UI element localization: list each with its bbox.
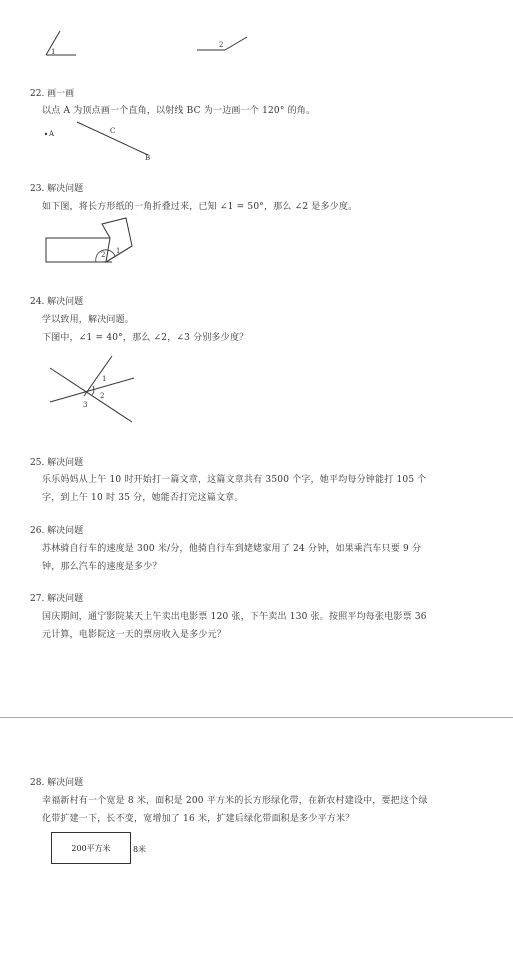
- q28-area-label: 200平方米: [71, 843, 111, 853]
- q25-line-1: 乐乐妈妈从上午 10 时开始打一篇文章，这篇文章共有 3500 个字，她平均每分钟能打 105 个: [42, 475, 427, 485]
- q27-line-1: 国庆期间，通宁影院某天上午卖出电影票 120 张，下午卖出 130 张。按照平均每张电影票 36: [42, 612, 427, 622]
- q23-text: 如下图，将长方形纸的一角折叠过来，已知 ∠1 = 50°，那么 ∠2 是多少度。: [42, 202, 358, 212]
- q24-line-2: 下图中，∠1 = 40°，那么 ∠2，∠3 分别多少度？: [42, 333, 249, 343]
- q24-angle-3-label: 3: [83, 401, 88, 409]
- top-angle-2-figure: [195, 35, 250, 55]
- q22-point-a: A: [49, 130, 55, 138]
- q22-point-b: B: [145, 154, 151, 162]
- q25-line-2: 字，到上午 10 时 35 分，她能否打完这篇文章。: [42, 493, 244, 503]
- q28-heading: 28. 解决问题: [30, 778, 84, 788]
- q24-intersecting-lines-figure: [48, 356, 138, 424]
- q24-heading: 24. 解决问题: [30, 297, 84, 307]
- q27-heading: 27. 解决问题: [30, 594, 84, 604]
- q22-figure: [40, 118, 160, 163]
- q28-rectangle-figure: [51, 832, 131, 864]
- top-angle-1-figure: [40, 28, 80, 58]
- q22-heading: 22. 画一画: [30, 89, 75, 99]
- q27-line-2: 元计算，电影院这一天的票房收入是多少元？: [42, 630, 227, 640]
- top-angle-1-label: 1: [51, 48, 56, 56]
- q28-line-1: 幸福新村有一个宽是 8 米，面积是 200 平方米的长方形绿化带，在新农村建设中，要把这个绿: [42, 796, 428, 806]
- top-angle-2-label: 2: [219, 41, 224, 49]
- q26-line-1: 苏林骑自行车的速度是 300 米/分，他骑自行车到姥姥家用了 24 分钟，如果乘汽车只要 9 分: [42, 544, 422, 554]
- q23-angle-2-label: 2: [101, 251, 106, 259]
- q24-angle-2-label: 2: [100, 392, 105, 400]
- q25-heading: 25. 解决问题: [30, 458, 84, 468]
- q28-width-label: 8米: [133, 845, 147, 854]
- q24-angle-1-label: 1: [102, 375, 107, 383]
- q23-angle-1-label: 1: [116, 247, 121, 255]
- page-divider: [0, 717, 513, 718]
- q22-point-c: C: [110, 127, 116, 135]
- q22-text: 以点 A 为顶点画一个直角，以射线 BC 为一边画一个 120° 的角。: [42, 106, 316, 116]
- q26-line-2: 钟，那么汽车的速度是多少？: [42, 562, 162, 572]
- q23-heading: 23. 解决问题: [30, 184, 84, 194]
- q24-line-1: 学以致用，解决问题。: [42, 315, 135, 325]
- q23-folded-rectangle-figure: [44, 216, 134, 266]
- q28-line-2: 化带扩建一下，长不变，宽增加了 16 米，扩建后绿化带面积是多少平方米？: [42, 814, 355, 824]
- q26-heading: 26. 解决问题: [30, 526, 84, 536]
